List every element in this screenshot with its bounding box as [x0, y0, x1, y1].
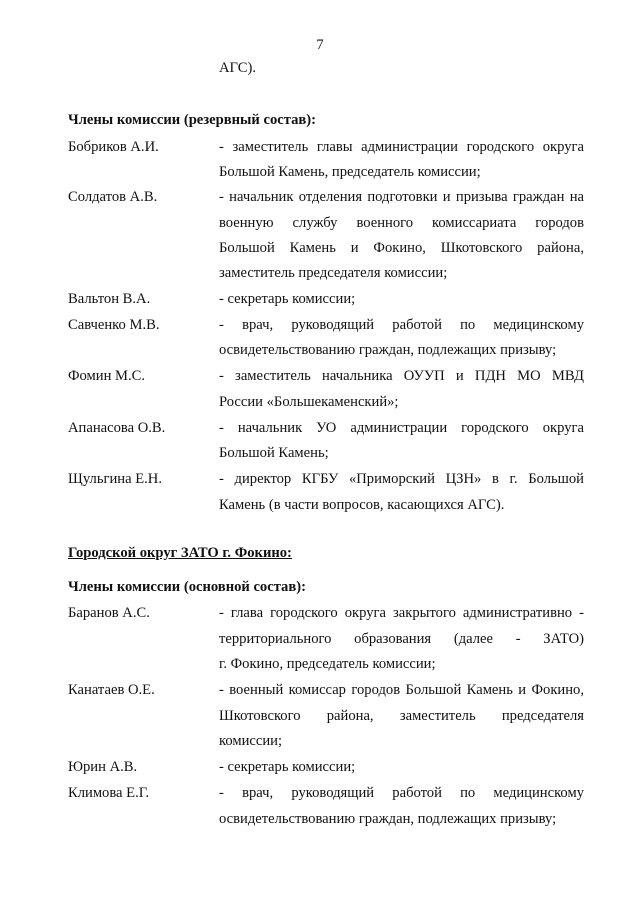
member-role-line: военную службу военного комиссариата городов	[219, 215, 584, 231]
member-role-line: освидетельствованию граждан, подлежащих призыву;	[219, 811, 557, 827]
member-role-line: - заместитель главы администрации городского округа	[219, 139, 584, 155]
member-role-line: Большой Камень, председатель комиссии;	[219, 164, 481, 180]
member-role-line: - глава городского округа закрытого административно -	[219, 605, 584, 621]
member-name: Фомин М.С.	[68, 368, 146, 384]
member-name: Апанасова О.В.	[68, 420, 166, 436]
intro-tail: АГС).	[219, 60, 257, 76]
member-role-line: - секретарь комиссии;	[219, 291, 356, 307]
member-name: Климова Е.Г.	[68, 785, 150, 801]
member-role-line: комиссии;	[219, 733, 283, 749]
member-name: Канатаев О.Е.	[68, 682, 155, 698]
member-role-line: заместитель председателя комиссии;	[219, 265, 448, 281]
member-role-line: - начальник отделения подготовки и призыва граждан на	[219, 189, 584, 205]
member-role-line: - врач, руководящий работой по медицинскому	[219, 317, 584, 333]
member-name: Савченко М.В.	[68, 317, 160, 333]
member-name: Баранов А.С.	[68, 605, 150, 621]
member-role-line: территориального образования (далее - ЗАТО)	[219, 631, 584, 647]
member-name: Щульгина Е.Н.	[68, 471, 162, 487]
member-role-line: Большой Камень и Фокино, Шкотовского района,	[219, 240, 584, 256]
member-name: Вальтон В.А.	[68, 291, 151, 307]
main-heading: Члены комиссии (основной состав):	[68, 579, 306, 595]
member-role-line: - секретарь комиссии;	[219, 759, 356, 775]
member-role-line: России «Большекаменский»;	[219, 394, 399, 410]
member-role-line: г. Фокино, председатель комиссии;	[219, 656, 436, 672]
member-role-line: Камень (в части вопросов, касающихся АГС).	[219, 497, 505, 513]
reserve-heading: Члены комиссии (резервный состав):	[68, 112, 316, 128]
member-role-line: - врач, руководящий работой по медицинскому	[219, 785, 584, 801]
member-role-line: - заместитель начальника ОУУП и ПДН МО МВД	[219, 368, 584, 384]
member-name: Солдатов А.В.	[68, 189, 158, 205]
district-heading: Городской округ ЗАТО г. Фокино:	[68, 545, 292, 561]
member-role-line: - военный комиссар городов Большой Камень и Фокино,	[219, 682, 584, 698]
member-role-line: Большой Камень;	[219, 445, 329, 461]
page-number: 7	[316, 37, 324, 53]
member-name: Юрин А.В.	[68, 759, 138, 775]
member-role-line: - директор КГБУ «Приморский ЦЗН» в г. Большой	[219, 471, 584, 487]
member-role-line: освидетельствованию граждан, подлежащих призыву;	[219, 342, 557, 358]
member-role-line: Шкотовского района, заместитель председателя	[219, 708, 584, 724]
member-role-line: - начальник УО администрации городского округа	[219, 420, 584, 436]
member-name: Бобриков А.И.	[68, 139, 159, 155]
